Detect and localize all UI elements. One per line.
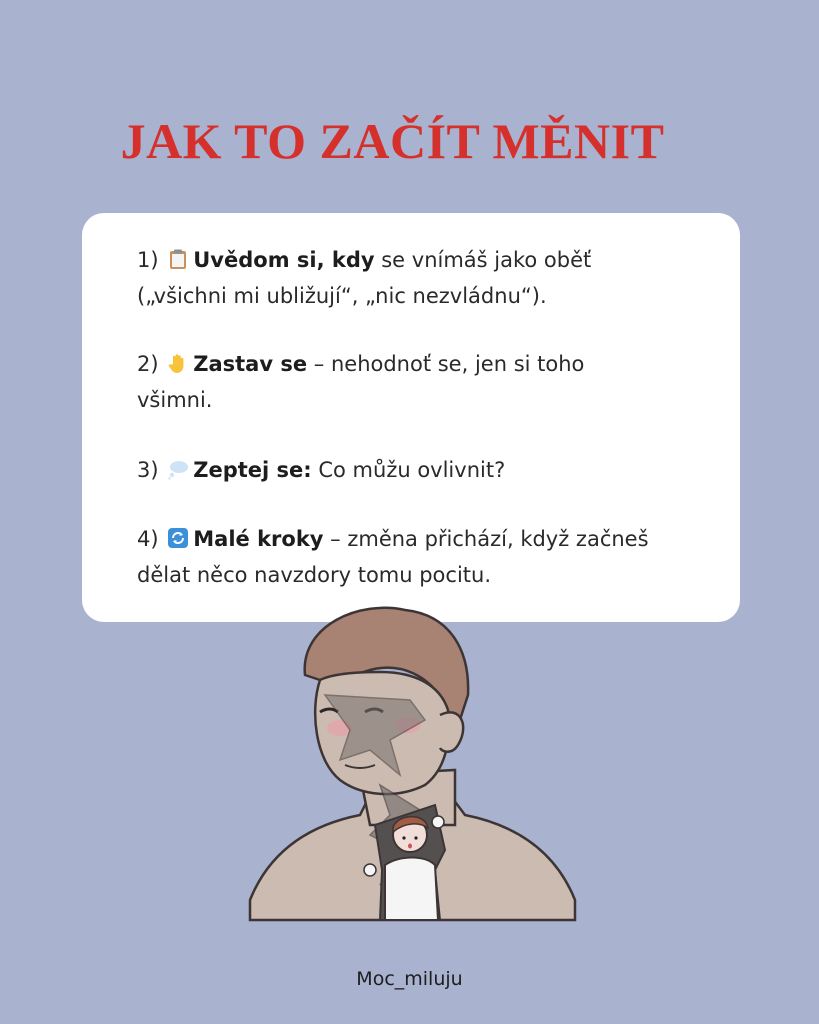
step-bold-text: Malé kroky [193, 527, 324, 551]
page-title: JAK TO ZAČÍT MĚNIT [120, 113, 665, 169]
raised-hand-icon [167, 352, 189, 374]
step-1 [137, 242, 657, 314]
step-text: – nehodnoť se, jen si toho všimni. [137, 352, 585, 412]
step-bold-text: Uvědom si, kdy [193, 248, 375, 272]
step-4 [137, 521, 657, 593]
step-text: se vnímáš jako oběť („všichni mi ubližují“, „nic nezvládnu“). [137, 248, 592, 308]
step-number: 1) [137, 248, 159, 272]
clipboard-icon [167, 248, 189, 270]
author-credit: Moc_miluju [356, 968, 463, 990]
small-figure-shirt [385, 858, 438, 921]
step-2 [137, 346, 657, 418]
step-number: 2) [137, 352, 159, 376]
step-bold-text: Zeptej se: [193, 458, 312, 482]
refresh-icon [167, 527, 189, 549]
thought-bubble-icon [167, 458, 189, 480]
step-3 [137, 452, 657, 488]
step-text: Co můžu ovlivnit? [311, 458, 506, 482]
illustration-cracked-man [230, 600, 590, 945]
step-text: – změna přichází, když začneš dělat něco navzdory tomu pocitu. [137, 527, 649, 587]
step-number: 4) [137, 527, 159, 551]
ear [440, 712, 463, 751]
step-number: 3) [137, 458, 159, 482]
step-bold-text: Zastav se [193, 352, 308, 376]
